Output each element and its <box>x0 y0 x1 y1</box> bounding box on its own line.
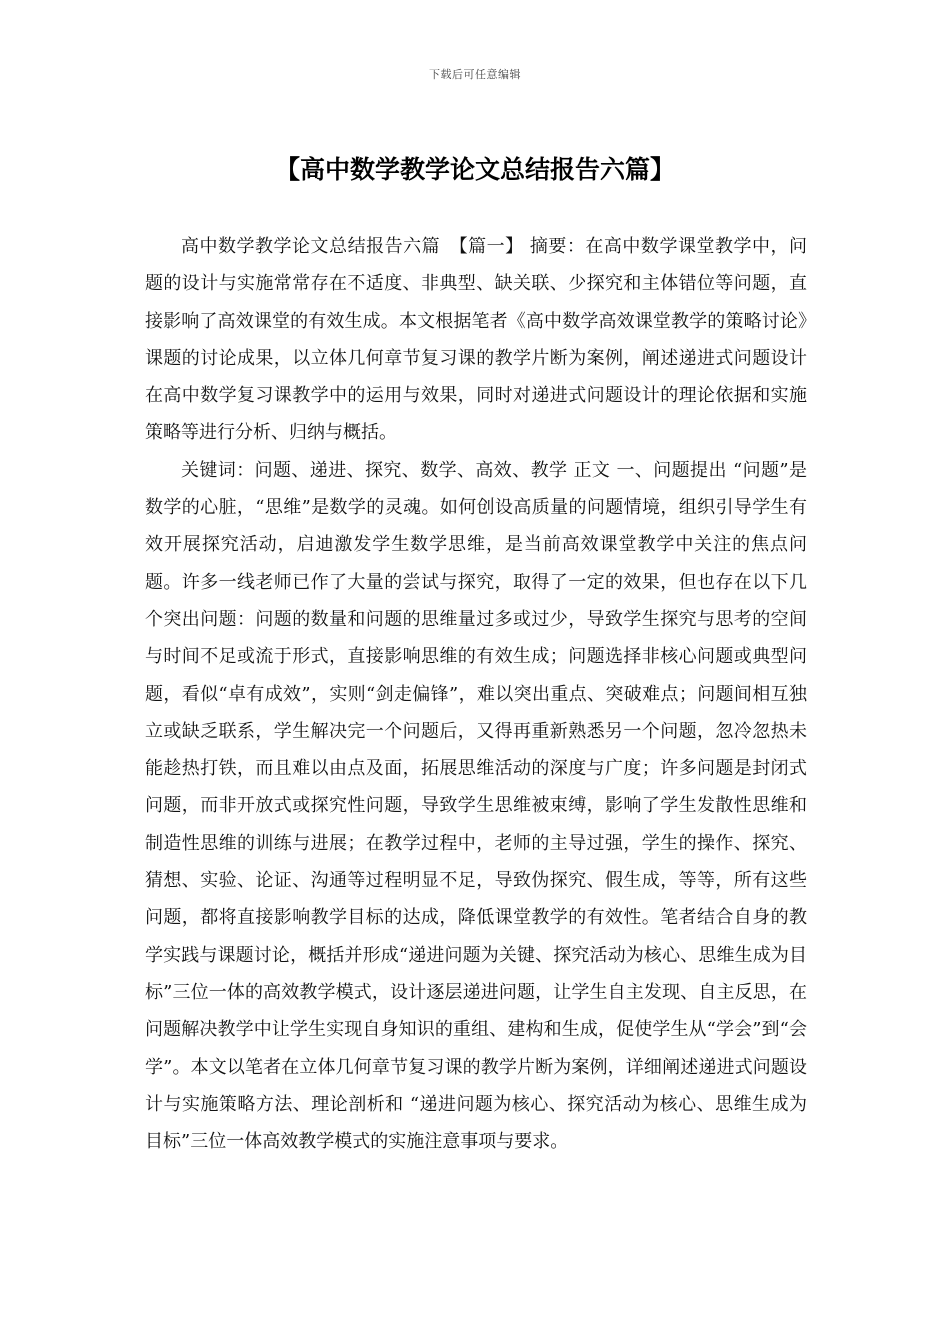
document-title: 【高中数学教学论文总结报告六篇】 <box>274 155 675 184</box>
paragraph-abstract: 高中数学教学论文总结报告六篇 【篇一】 摘要：在高中数学课堂教学中，问题的设计与实施常常存在不适度、非典型、缺关联、少探究和主体错位等问题，直接影响了高效课堂的有效生成。本文根据笔者《高中数学高效课堂教学的策略讨论》课题的讨论成果，以立体几何章节复习课的教学片断为案例，阐述递进式问题设计在高中数学复习课教学中的运用与效果，同时对递进式问题设计的理论依据和实施策略等进行分析、归纳与概括。 <box>145 236 807 444</box>
paragraph-keywords-introduction: 关键词：问题、递进、探究、数学、高效、教学 正文 一、问题提出 “问题”是数学的心脏，“思维”是数学的灵魂。如何创设高质量的问题情境，组织引导学生有效开展探究活动，启迪激发学生数学思维，是当前高效课堂教学中关注的焦点问题。许多一线老师已作了大量的尝试与探究，取得了一定的效果，但也存在以下几个突出问题：问题的数量和问题的思维量过多或过少，导致学生探究与思考的空间与时间不足或流于形式，直接影响思维的有效生成；问题选择非核心问题或典型问题，看似“卓有成效”，实则“剑走偏锋”，难以突出重点、突破难点；问题间相互独立或缺乏联系，学生解决完一个问题后，又得再重新熟悉另一个问题，忽冷忽热未能趁热打铁，而且难以由点及面，拓展思维活动的深度与广度；许多问题是封闭式问题，而非开放式或探究性问题，导致学生思维被束缚，影响了学生发散性思维和制造性思维的训练与进展；在教学过程中，老师的主导过强，学生的操作、探究、猜想、实验、论证、沟通等过程明显不足，导致伪探究、假生成，等等，所有这些问题，都将直接影响教学目标的达成，降低课堂教学的有效性。笔者结合自身的教学实践与课题讨论，概括并形成“递进问题为关键、探究活动为核心、思维生成为目标”三位一体的高效教学模式，设计逐层递进问题，让学生自主发现、自主反思，在问题解决教学中让学生实现自身知识的重组、建构和生成，促使学生从“学会”到“会学”。本文以笔者在立体几何章节复习课的教学片断为案例，详细阐述递进式问题设计与实施策略方法、理论剖析和 “递进问题为核心、探究活动为核心、思维生成为目标”三位一体高效教学模式的实施注意事项与要求。 <box>145 459 807 1153</box>
header-note: 下载后可任意编辑 <box>429 68 521 81</box>
document-body <box>145 228 807 1160</box>
